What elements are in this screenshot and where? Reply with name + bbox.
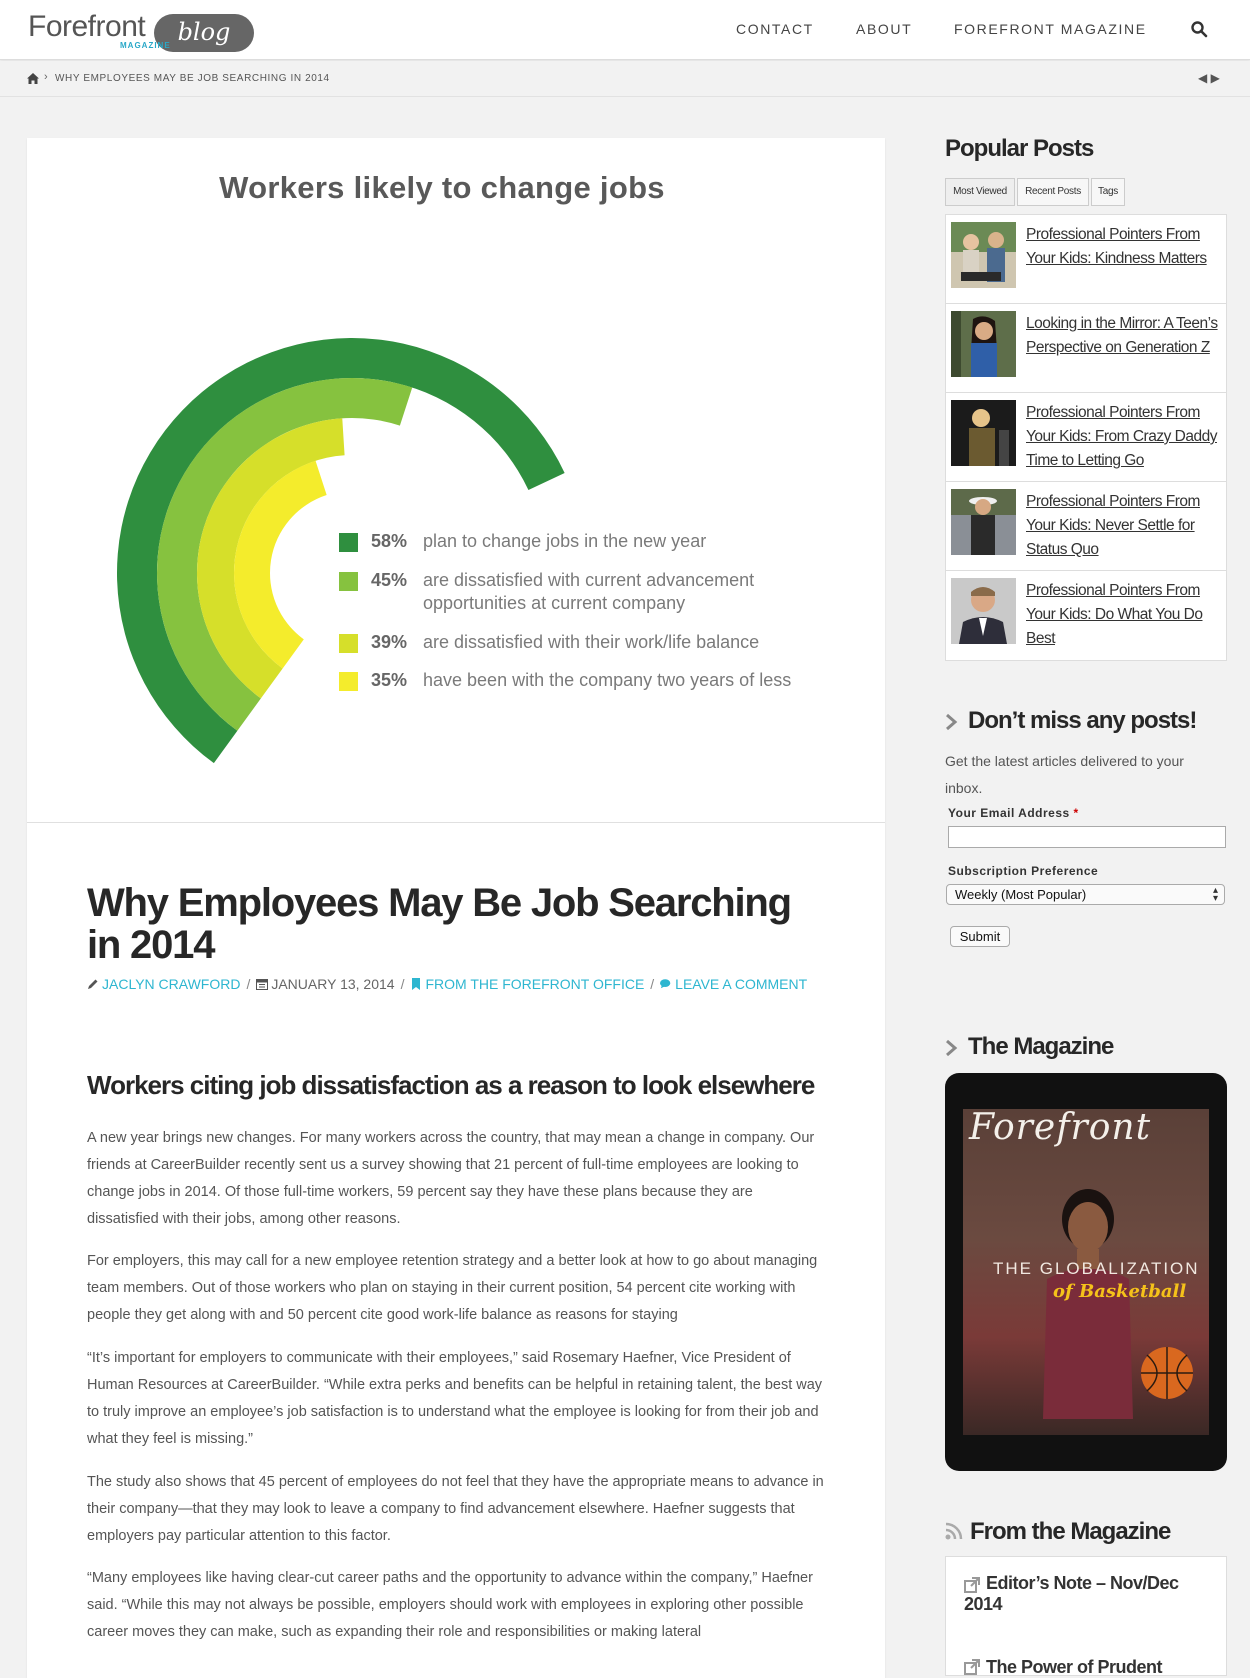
category-link[interactable]: FROM THE FOREFRONT OFFICE xyxy=(425,976,645,992)
chart-title: Workers likely to change jobs xyxy=(219,170,665,205)
tab-recent-posts[interactable]: Recent Posts xyxy=(1017,178,1089,206)
post-paragraph: For employers, this may call for a new employee retention strategy and a better look at how to go about managing team members. Out of those workers who plan on staying in their current position, 54 percent cite working with people they get along with and 50 percent cite good work-life balance as reasons for staying xyxy=(87,1253,818,1323)
bookmark-icon xyxy=(410,978,422,990)
from-magazine-list xyxy=(945,1556,1227,1676)
post-meta xyxy=(87,976,807,992)
popular-post-item[interactable] xyxy=(946,393,1226,482)
legend-swatch xyxy=(339,634,358,653)
legend-percent: 35% xyxy=(371,670,408,690)
subscription-preference-select[interactable] xyxy=(946,884,1225,905)
nav-contact[interactable]: CONTACT xyxy=(736,21,814,37)
magazine-heading: The Magazine xyxy=(968,1033,1114,1060)
from-magazine-link[interactable]: Editor’s Note – Nov/Dec 2014 xyxy=(964,1573,1179,1614)
leave-comment-link[interactable]: LEAVE A COMMENT xyxy=(675,976,808,992)
author-link[interactable]: JACLYN CRAWFORD xyxy=(102,976,241,992)
subscribe-heading: Don’t miss any posts! xyxy=(968,707,1197,734)
cover-headline-accent: of Basketball xyxy=(1053,1281,1187,1302)
legend-percent: 45% xyxy=(371,570,408,590)
post-card xyxy=(27,138,885,1678)
popular-post-link[interactable]: Professional Pointers From Your Kids: Kindness Matters xyxy=(1026,226,1207,267)
home-icon[interactable] xyxy=(27,73,39,84)
top-navigation-bar xyxy=(0,0,1250,60)
post-thumbnail[interactable] xyxy=(951,311,1016,377)
popular-posts-heading: Popular Posts xyxy=(945,135,1094,162)
popular-post-link[interactable]: Looking in the Mirror: A Teen’s Perspective on Generation Z xyxy=(1026,315,1218,356)
meta-separator: / xyxy=(246,976,251,992)
post-paragraph: “It’s important for employers to communicate with their employees,” said Rosemary Haefner, Vice President of Human Resources at CareerBuilder. “While extra perks and benefits can be helpful in retaining talent, the best way to truly improve an employee’s job satisfaction is to understand what the employee is looking for from their job and what they feel is missing.” xyxy=(87,1350,823,1447)
legend-percent: 39% xyxy=(371,632,408,652)
legend-label: are dissatisfied with current advancement opportunities at current company xyxy=(423,570,755,613)
popular-post-link[interactable]: Professional Pointers From Your Kids: Never Settle for Status Quo xyxy=(1026,493,1200,558)
legend-swatch xyxy=(339,533,358,552)
magazine-cover-tablet[interactable] xyxy=(945,1073,1227,1471)
post-paragraph: The study also shows that 45 percent of employees do not feel that they have the appropriate means to advance in their company—that they may look to leave a company to find advancement elsewhere. Haefner suggests that employers pay particular attention to this factor. xyxy=(87,1474,824,1544)
email-field[interactable] xyxy=(948,826,1226,848)
legend-label: have been with the company two years of less xyxy=(423,670,792,690)
select-arrows-icon: ▴ ▾ xyxy=(1212,885,1218,904)
tab-tags[interactable]: Tags xyxy=(1091,178,1125,206)
subscription-preference-label: Subscription Preference xyxy=(948,864,1099,878)
cover-title: Forefront xyxy=(969,1107,1152,1148)
breadcrumb-separator: › xyxy=(44,71,48,83)
from-magazine-link[interactable]: The Power of Prudent xyxy=(986,1657,1163,1677)
email-label xyxy=(948,806,1079,820)
popular-post-link[interactable]: Professional Pointers From Your Kids: Do What You Do Best xyxy=(1026,582,1203,647)
post-paragraph: A new year brings new changes. For many workers across the country, that may mean a change in company. Our friends at CareerBuilder recently sent us a survey showing that 21 percent of full-time employees are looking to change jobs in 2014. Of those full-time workers, 59 percent say they have these plans because they are dissatisfied with their jobs, among other reasons. xyxy=(87,1130,815,1227)
pencil-icon xyxy=(87,978,99,990)
subscribe-description: Get the latest articles delivered to your inbox. xyxy=(945,753,1184,796)
popular-post-item[interactable] xyxy=(946,482,1226,571)
post-title: Why Employees May Be Job Searching in 2014 xyxy=(87,881,791,967)
legend-label: are dissatisfied with their work/life balance xyxy=(423,632,760,652)
meta-separator: / xyxy=(400,976,405,992)
logo-wordmark: Forefront xyxy=(28,10,146,43)
post-thumbnail[interactable] xyxy=(951,578,1016,644)
chevron-right-icon xyxy=(945,1039,957,1057)
magazine-cover[interactable] xyxy=(963,1109,1209,1435)
legend-swatch xyxy=(339,672,358,691)
logo-magazine-label: MAGAZINE xyxy=(120,41,171,50)
post-thumbnail[interactable] xyxy=(951,489,1016,555)
rss-icon xyxy=(945,1522,963,1540)
comments-icon xyxy=(660,978,672,990)
breadcrumb xyxy=(0,61,1250,97)
required-mark: * xyxy=(1073,806,1079,820)
popular-post-item[interactable] xyxy=(946,304,1226,393)
search-icon[interactable] xyxy=(1190,20,1208,38)
calendar-icon xyxy=(256,978,268,990)
site-logo[interactable] xyxy=(28,8,231,54)
nav-forefront-magazine[interactable]: FOREFRONT MAGAZINE xyxy=(954,21,1147,37)
post-thumbnail[interactable] xyxy=(951,400,1016,466)
post-subheading: Workers citing job dissatisfaction as a reason to look elsewhere xyxy=(87,1070,815,1100)
meta-separator: / xyxy=(650,976,655,992)
post-paragraph: “Many employees like having clear-cut career paths and the opportunity to advance within the company,” Haefner said. “While this may not always be possible, employers should work with employees in exploring other possible career moves they can make, such as expanding their role and responsibilities or making lateral xyxy=(87,1570,813,1640)
legend-percent: 58% xyxy=(371,531,408,551)
cover-headline: THE GLOBALIZATION xyxy=(993,1259,1200,1278)
basketball-image xyxy=(1139,1345,1195,1401)
legend-label: plan to change jobs in the new year xyxy=(423,531,707,551)
post-thumbnail[interactable] xyxy=(951,222,1016,288)
nav-about[interactable]: ABOUT xyxy=(856,21,913,37)
from-magazine-heading: From the Magazine xyxy=(970,1518,1171,1545)
divider xyxy=(27,822,885,823)
popular-posts-list xyxy=(945,214,1227,661)
post-date: JANUARY 13, 2014 xyxy=(271,976,395,992)
tab-most-viewed[interactable]: Most Viewed xyxy=(945,178,1015,206)
submit-button[interactable]: Submit xyxy=(950,926,1010,947)
popular-post-item[interactable] xyxy=(946,215,1226,304)
select-value: Weekly (Most Popular) xyxy=(955,887,1087,902)
popular-post-item[interactable] xyxy=(946,571,1226,660)
breadcrumb-current: WHY EMPLOYEES MAY BE JOB SEARCHING IN 2014 xyxy=(55,73,330,84)
email-label-text: Your Email Address xyxy=(948,806,1070,820)
logo-blog-badge: blog xyxy=(154,14,254,52)
popular-post-link[interactable]: Professional Pointers From Your Kids: From Crazy Daddy Time to Letting Go xyxy=(1026,404,1217,469)
chevron-right-icon xyxy=(945,713,957,731)
legend-swatch xyxy=(339,572,358,591)
prev-next-arrows[interactable]: ◀ ▶ xyxy=(1198,71,1220,85)
